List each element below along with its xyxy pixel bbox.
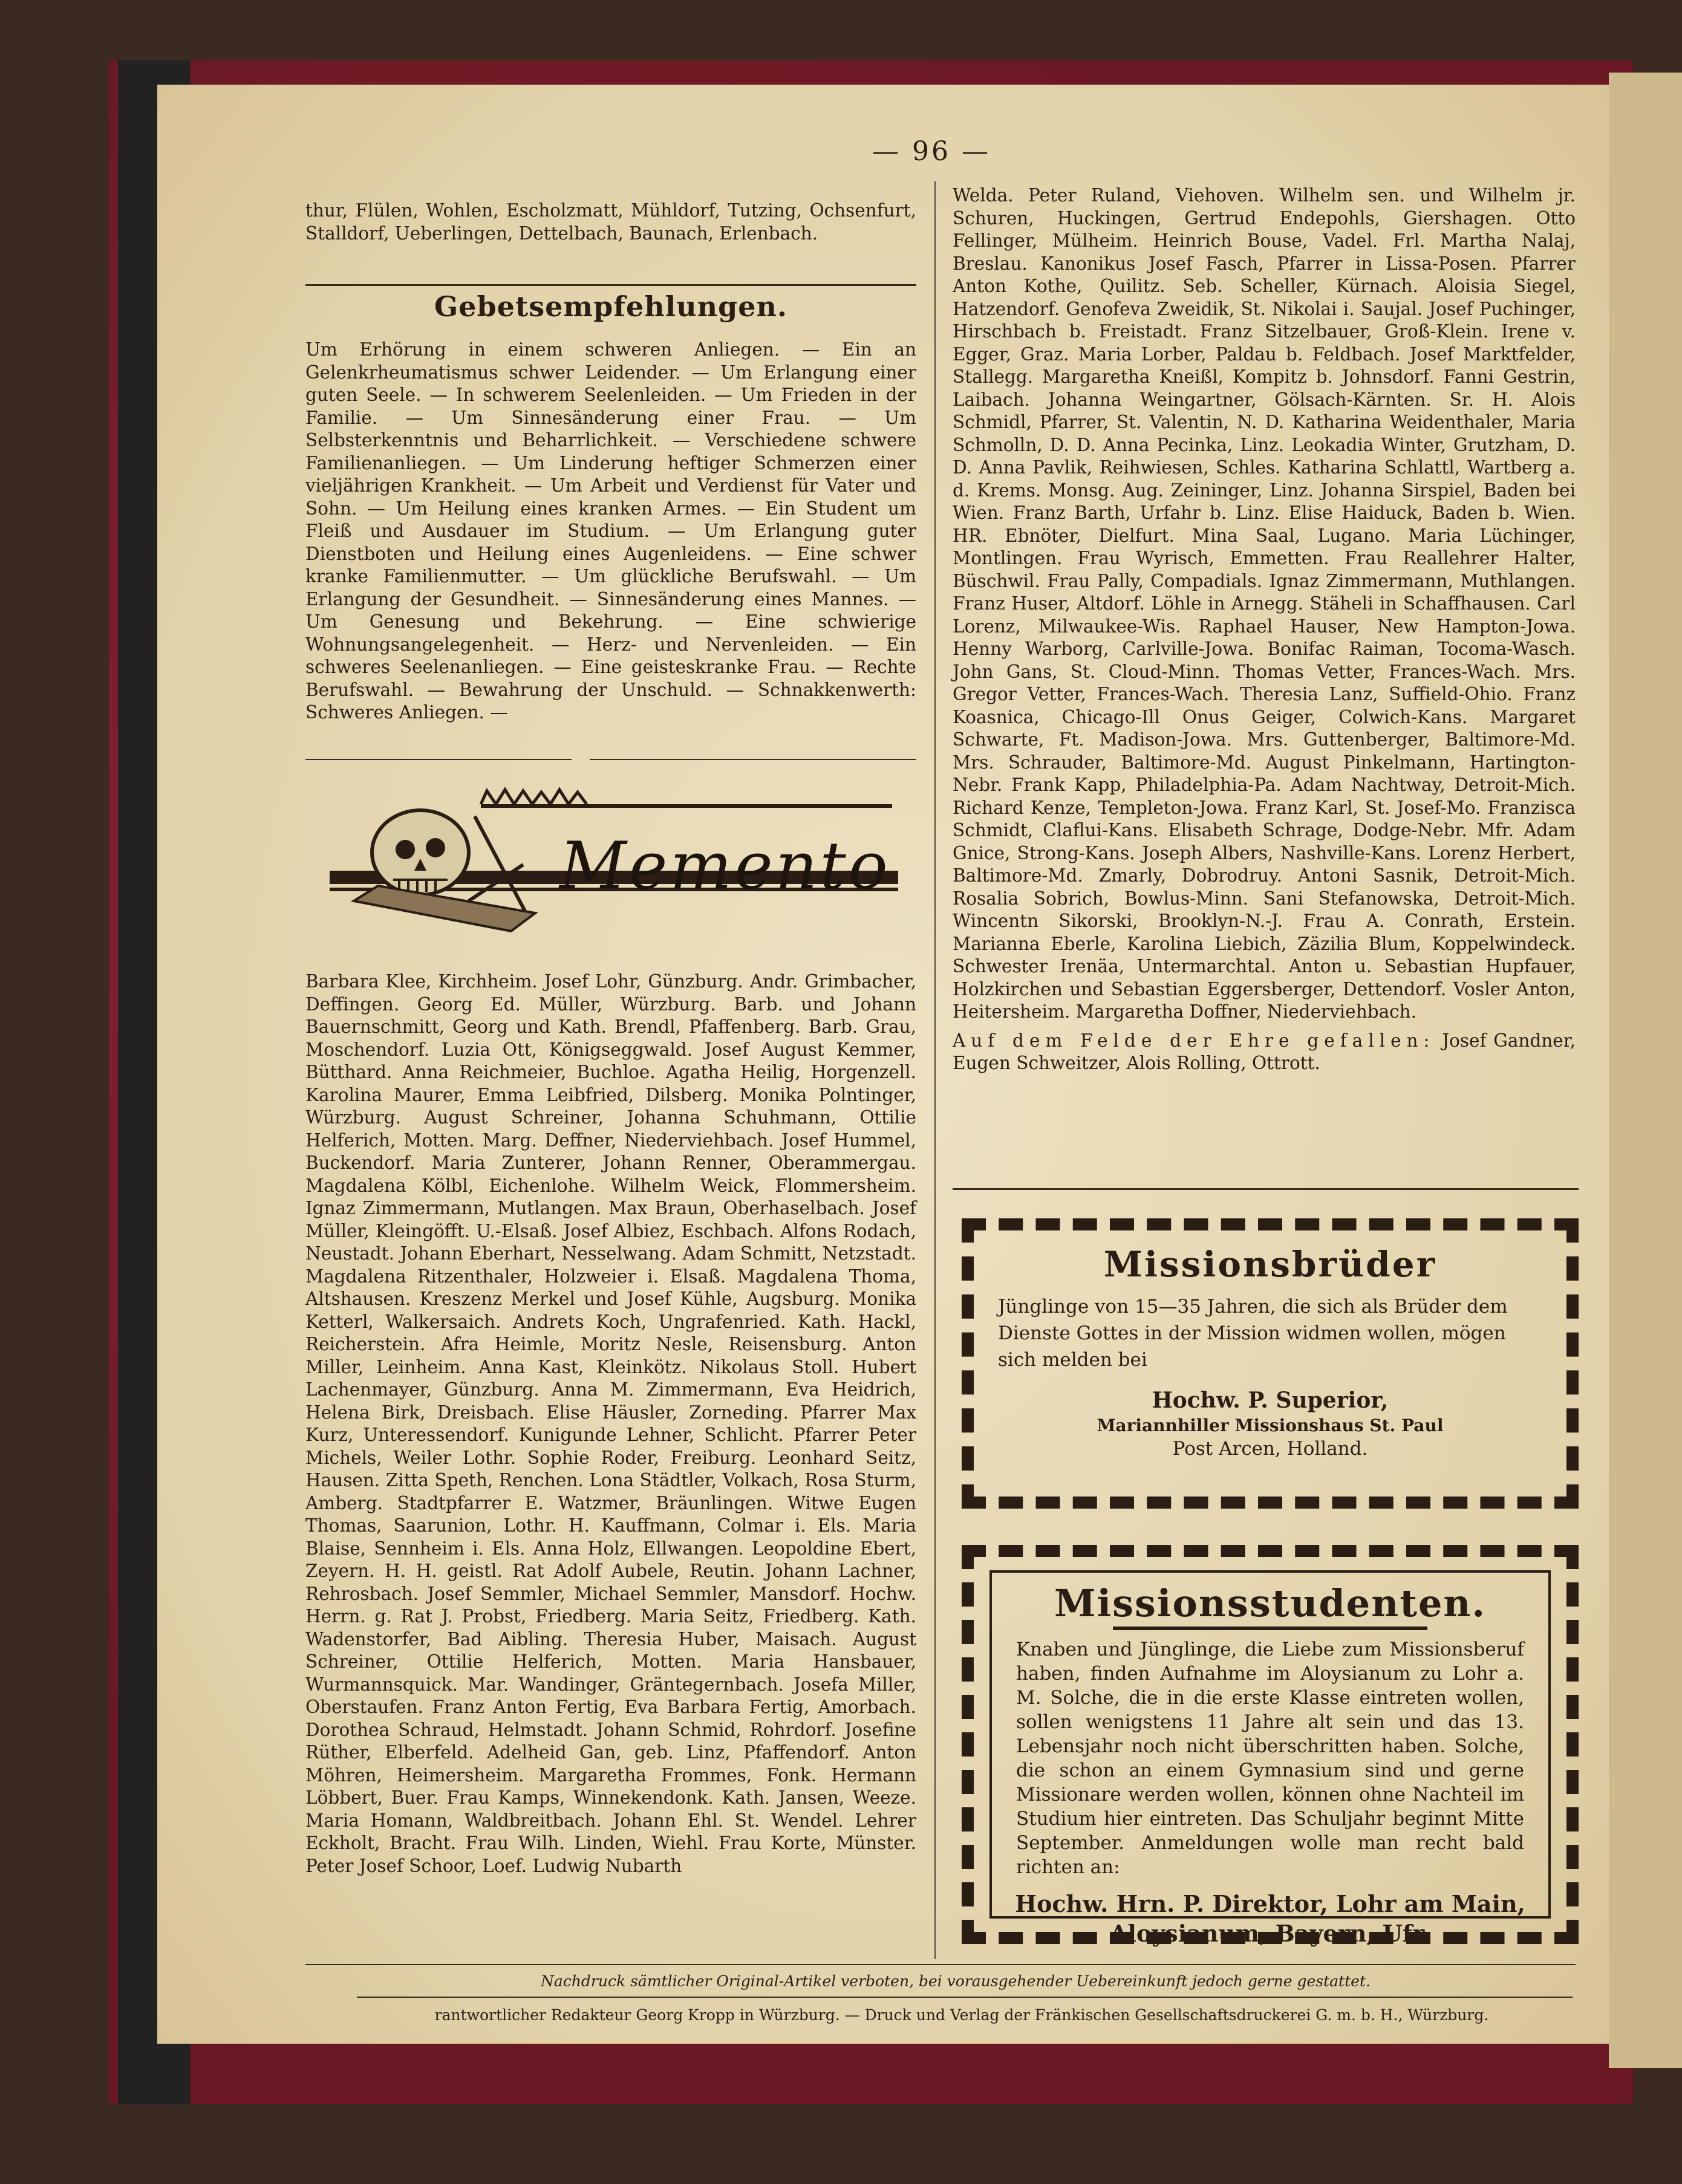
reprint-notice: Nachdruck sämtlicher Original-Artikel verboten, bei vorausgehender Uebereinkunft jedoch gerne gestattet. <box>541 1972 1371 1990</box>
prayers-block <box>305 339 916 724</box>
memento-list-left <box>305 970 916 1877</box>
ad1-signature-1: Hochw. P. Superior, <box>1152 1388 1389 1413</box>
divider-right <box>953 1188 1579 1190</box>
left-column-intro <box>305 200 916 245</box>
section-heading: Gebetsempfehlungen. <box>434 290 787 323</box>
fallen-label: Auf dem Felde der Ehre gefallen: <box>953 1030 1435 1051</box>
divider-dash-2 <box>590 759 916 760</box>
ad-missionsbrueder <box>962 1218 1579 1509</box>
divider-top-left <box>305 284 916 286</box>
next-page-edge <box>1609 73 1682 2068</box>
intro-text: thur, Flülen, Wohlen, Escholzmatt, Mühldorf, Tutzing, Ochsenfurt, Stalldorf, Ueberlingen, Dettelbach, Baunach, Erlenbach. <box>305 200 916 244</box>
ad1-body: Jünglinge von 15—35 Jahren, die sich als Brüder dem Dienste Gottes in der Mission widmen wollen, mögen sich melden bei <box>998 1296 1508 1371</box>
ad1-signature-3: Post Arcen, Holland. <box>1172 1438 1368 1460</box>
footer-rule <box>305 1964 1576 1965</box>
column-separator <box>934 181 936 1959</box>
memento-names-right: Welda. Peter Ruland, Viehoven. Wilhelm sen. und Wilhelm jr. Schuren, Huckingen, Gertrud Endepohls, Giershagen. Otto Fellinger, Mülheim. Heinrich Bouse, Vadel. Frl. Martha Nalaj, Breslau. Kanonikus Josef Fasch, Pfarrer in Lissa-Posen. Pfarrer Anton Kothe, Quilitz. Seb. Scheller, Kürnach. Aloisia Siegel, Hatzendorf. Genofeva Zweidik, St. Nikolai i. Saujal. Josef Puchinger, Hirschbach b. Freistadt. Franz Sitzelbauer, Groß-Klein. Irene v. Egger, Graz. Maria Lorber, Paldau b. Feldbach. Josef Marktfelder, Stallegg. Margaretha Kneißl, Kompitz b. Johnsdorf. Fanni Gestrin, Laibach. Johanna Weingartner, Gölsach-Kärnten. Sr. H. Alois Schmidl, Pfarrer, St. Valentin, N. D. Katharina Weidenthaler, Maria Schmolln, D. D. Anna Pecinka, Linz. Leokadia Winter, Grutzham, D. D. Anna Pavlik, Reihwiesen, Schles. Katharina Schlattl, Wartberg a. d. Krems. Monsg. Aug. Zeininger, Linz. Johanna Sirspiel, Baden bei Wien. Franz Barth, Urfahr b. Linz. Elise Haiduck, Baden b. Wien. HR. Ebnöter, Dielfurt. Mina Saal, Lugano. Maria Lüchinger, Montlingen. Frau Wyrisch, Emmetten. Frau Reallehrer Halter, Büschwil. Frau Pally, Compadials. Ignaz Zimmermann, Muthlangen. Franz Huser, Altdorf. Löhle in Arnegg. Stäheli in Schaffhausen. Carl Lorenz, Milwaukee-Wis. Raphael Hauser, New Hampton-Jowa. Henny Warborg, Carlville-Jowa. Bonifac Raiman, Tocoma-Wasch. John Gans, St. Cloud-Minn. Thomas Vetter, Frances-Wach. Mrs. Gregor Vetter, Frances-Wach. Theresia Lanz, Suffield-Ohio. Franz Koasnica, Chicago-Ill Onus Geiger, Colwich-Kans. Margaret Schwarte, Ft. Madison-Jowa. Mrs. Guttenberger, Baltimore-Md. Mrs. Schrauder, Baltimore-Md. August Pinkelmann, Hartington-Nebr. Frank Kapp, Philadelphia-Pa. Adam Nachtway, Detroit-Mich. Richard Kenze, Templeton-Jowa. Franz Karl, St. Josef-Mo. Franzisca Schmidt, Claflui-Kans. Elisabeth Schrage, Dodge-Nebr. Mfr. Adam Gnice, Strong-Kans. Joseph Albers, Nashville-Kans. Lorenz Herbert, Baltimore-Md. Zmarly, Dobrodruy. Antoni Sasnik, Detroit-Mich. Rosalia Sobrich, Bowlus-Minn. Sani Stefanowska, Detroit-Mich. Wincentn Sikorski, Brooklyn-N.-J. Frau A. Conrath, Erstein. Marianna Eberle, Karolina Liebich, Zäzilia Blum, Koppelwindeck. Schwester Irenäa, Untermarchtal. Anton u. Sebastian Hupfauer, Holzkirchen und Sebastian Eggersberger, Dettendorf. Vosler Anton, Heitersheim. Margaretha Doffner, Niederviehbach. <box>953 185 1576 1022</box>
ad2-title-underline <box>1113 1627 1427 1630</box>
ad1-title: Missionsbrüder <box>1103 1244 1437 1285</box>
divider-dash-1 <box>305 759 572 760</box>
page-number: — 96 — <box>872 136 991 167</box>
ad2-title: Missionsstudenten. <box>1054 1581 1487 1625</box>
memento-title: Memento <box>559 828 890 904</box>
ad2-signature-1: Hochw. Hrn. P. Direktor, Lohr am Main, <box>1015 1890 1525 1917</box>
prayers-text: Um Erhörung in einem schweren Anliegen. — Ein an Gelenkrheumatismus schwer Leidender. — Um Erlangung einer guten Seele. — In schwerem Seelenleiden. — Um Frieden in der Familie. — Um Sinnesänderung einer Frau. — Um Selbsterkenntnis und Beharrlichkeit. — Verschiedene schwere Familienanliegen. — Um Linderung heftiger Schmerzen einer vieljährigen Krankheit. — Um Arbeit und Verdienst für Vater und Sohn. — Um Heilung eines kranken Armes. — Ein Student um Fleiß und Ausdauer im Studium. — Um Erlangung guter Dienstboten und Heilung eines Augenleidens. — Eine schwer kranke Familienmutter. — Um glückliche Berufswahl. — Um Erlangung der Gesundheit. — Sinnesänderung eines Mannes. — Um Genesung und Bekehrung. — Eine schwierige Wohnungsangelegenheit. — Herz- und Nervenleiden. — Ein schweres Seelenanliegen. — Eine geisteskranke Frau. — Rechte Berufswahl. — Bewahrung der Unschuld. — Schnakkenwerth: Schweres Anliegen. — <box>305 339 916 723</box>
ad2-signature-2: Aloysianum, Bayern, Ufr. <box>1109 1920 1431 1947</box>
memento-names-left: Barbara Klee, Kirchheim. Josef Lohr, Günzburg. Andr. Grimbacher, Deffingen. Georg Ed. Müller, Würzburg. Barb. und Johann Bauernschmitt, Georg und Kath. Brendl, Pfaffenberg. Barb. Grau, Moschendorf. Luzia Ott, Königseggwald. Josef August Kemmer, Bütthard. Anna Reichmeier, Buchloe. Agatha Heilig, Horgenzell. Karolina Maurer, Emma Leibfried, Dilsberg. Monika Polntinger, Würzburg. August Schreiner, Johanna Schuhmann, Ottilie Helferich, Motten. Marg. Deffner, Niederviehbach. Josef Hummel, Buckendorf. Maria Zunterer, Johann Renner, Oberammergau. Magdalena Kölbl, Eichenlohe. Wilhelm Weick, Flommersheim. Ignaz Zimmermann, Mutlangen. Max Braun, Oberhaselbach. Josef Müller, Kleingöfft. U.-Elsaß. Josef Albiez, Eschbach. Alfons Rodach, Neustadt. Johann Eberhart, Nesselwang. Adam Schmitt, Netzstadt. Magdalena Ritzenthaler, Holzweier i. Elsaß. Magdalena Thoma, Altshausen. Kreszenz Merkel und Josef Kühle, Augsburg. Monika Ketterl, Walkersaich. Andrets Koch, Ungrafenried. Kath. Hackl, Reicherstein. Afra Heimle, Moritz Nesle, Reisensburg. Anton Miller, Leinheim. Anna Kast, Kleinkötz. Nikolaus Stoll. Hubert Lachenmayer, Günzburg. Anna M. Zimmermann, Eva Heidrich, Helena Birk, Dreisbach. Elise Häusler, Zorneding. Pfarrer Max Kurz, Unteressendorf. Kunigunde Lehner, Schlicht. Pfarrer Peter Michels, Weiler Lothr. Sophie Roder, Freiburg. Leonhard Seitz, Hausen. Zitta Speth, Renchen. Lona Städtler, Volkach, Rosa Sturm, Amberg. Stadtpfarrer E. Watzmer, Bräunlingen. Witwe Eugen Thomas, Saarunion, Lothr. H. Kauffmann, Colmar i. Els. Maria Blaise, Sennheim i. Els. Anna Holz, Ellwangen. Leopoldine Ebert, Zeyern. H. H. geistl. Rat Adolf Aubele, Reutin. Johann Lachner, Rehrosbach. Josef Semmler, Michael Semmler, Mansdorf. Hochw. Herrn. g. Rat J. Probst, Friedberg. Maria Seitz, Friedberg. Kath. Wadenstorfer, Bad Aibling. Theresia Huber, Maisach. August Schreiner, Ottilie Helferich, Motten. Maria Hansbauer, Wurmannsquick. Mar. Wandinger, Gräntegernbach. Josefa Miller, Oberstaufen. Franz Anton Fertig, Eva Barbara Fertig, Amorbach. Dorothea Schraud, Helmstadt. Johann Schmid, Rohrdorf. Josefine Rüther, Elberfeld. Adelheid Gan, geb. Linz, Pfaffendorf. Anton Möhren, Heimersheim. Margaretha Frommes, Fonk. Hermann Löbbert, Buer. Frau Kamps, Winnekendonk. Kath. Jansen, Weeze. Maria Homann, Waldbreitbach. Johann Ehl. St. Wendel. Lehrer Eckholt, Bracht. Frau Wilh. Linden, Wiehl. Frau Korte, Münster. Peter Josef Schoor, Loef. Ludwig Nubarth <box>305 971 916 1876</box>
imprint-rule <box>357 1997 1573 1998</box>
ad2-body: Knaben und Jünglinge, die Liebe zum Missionsberuf haben, finden Aufnahme im Aloysianum zu Lohr a. M. Solche, die in die erste Klasse eintreten wollen, sollen wenigstens 11 Jahre alt sein und das 13. Lebensjahr noch nicht überschritten haben. Solche, die schon an einem Gymnasium sind und gerne Missionare werden wollen, können ohne Nachteil im Studium hier eintreten. Das Schuljahr beginnt Mitte September. Anmeldungen wolle man recht bald richten an: <box>1016 1639 1524 1878</box>
ad-missionsstudenten <box>962 1545 1579 1947</box>
ad1-signature-2: Mariannhiller Missionshaus St. Paul <box>1097 1415 1444 1435</box>
ad2-frame <box>989 1570 1551 1947</box>
fallen-names: Josef Gandner, Eugen Schweitzer, Alois Rolling, Ottrott. <box>953 1030 1576 1073</box>
memento-list-right <box>953 184 1576 1075</box>
imprint: rantwortlicher Redakteur Georg Kropp in Würzburg. — Druck und Verlag der Fränkischen Gesellschaftsdruckerei G. m. b. H., Würzburg. <box>434 2006 1489 2024</box>
memento-banner <box>330 780 898 937</box>
fallen-line <box>953 1030 1576 1075</box>
